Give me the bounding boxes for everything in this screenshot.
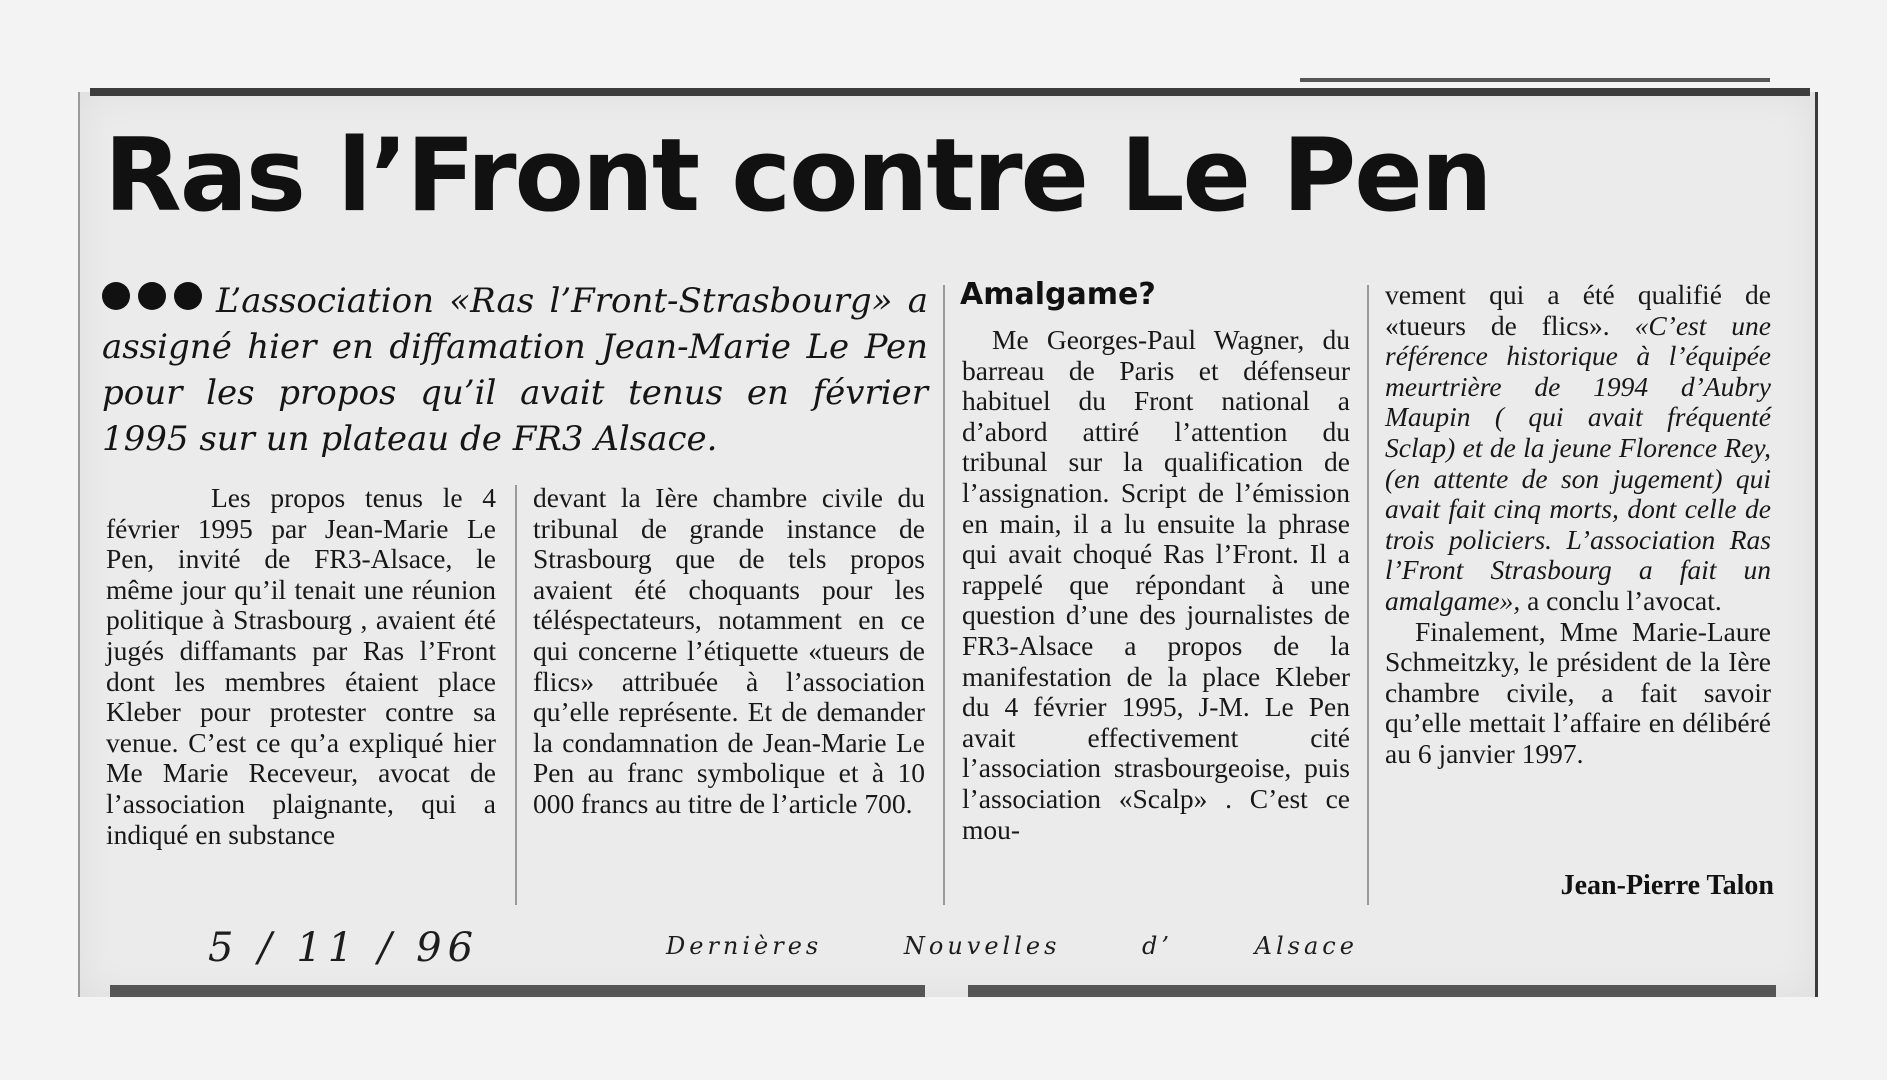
column-divider	[943, 285, 945, 905]
column-4-text-start: vement qui a été qualifié de «tueurs de flics».	[1385, 279, 1771, 341]
column-4-paragraph-1	[1385, 280, 1771, 617]
lawyer-quote: «C’est une référence historique à l’équipée meurtrière de 1994 d’Aubry Maupin ( qui avait fréquenté Sclap) et de la jeune Florence Rey,(en attente de son jugement) qui avait fait cinq morts, dont celle de trois policiers. L’association Ras l’Front Strasbourg a fait un amalgame»,	[1385, 309, 1771, 616]
column-2-paragraph: devant la Ière chambre civile du tribunal de grande instance de Strasbourg que de tels propos avaient été choquants pour les téléspectateurs, notamment en ce qui concerne l’étiquette «tueurs de flics» attribuée à l’association qu’elle représente. Et de demander la condamnation de Jean-Marie Le Pen au franc symbolique et à 10 000 francs au titre de l’article 700.	[533, 482, 925, 819]
column-1	[106, 483, 496, 850]
headline: Ras l’Front contre Le Pen	[104, 116, 1491, 234]
lead-paragraph	[102, 278, 928, 462]
column-4	[1385, 280, 1771, 770]
bullet-icons	[102, 282, 202, 310]
subheading: Amalgame?	[960, 277, 1156, 312]
column-divider	[515, 485, 517, 905]
lead-text: L’association «Ras l’Front-Strasbourg» a assigné hier en diffamation Jean-Marie Le Pen pour les propos qu’il avait tenus en février 1995 sur un plateau de FR3 Alsace.	[102, 281, 928, 459]
column-4-text-end: a conclu l’avocat.	[1527, 584, 1722, 616]
bullet-icon	[138, 282, 166, 310]
column-1-paragraph: Les propos tenus le 4 février 1995 par Jean-Marie Le Pen, invité de FR3-Alsace, le même jour qu’il tenait une réunion politique à Strasbourg , avaient été jugés diffamants par Ras l’Front dont les membres étaient place Kleber pour protester contre sa venue. C’est ce qu’a expliqué hier Me Marie Receveur, avocat de l’association plaignante, qui a indiqué en substance	[106, 482, 496, 850]
bottom-rule	[110, 985, 925, 997]
bottom-rule	[968, 985, 1776, 997]
byline: Jean-Pierre Talon	[1560, 870, 1774, 901]
bullet-icon	[102, 282, 130, 310]
handwritten-source: Dernières Nouvelles d’ Alsace	[666, 932, 1358, 960]
column-4-paragraph-2: Finalement, Mme Marie-Laure Schmeitzky, le président de la Ière chambre civile, a fait savoir qu’elle mettait l’affaire en délibéré au 6 janvier 1997.	[1385, 615, 1771, 769]
column-2	[533, 483, 925, 820]
handwritten-date: 5 / 11 / 96	[208, 925, 480, 971]
clipping-edge	[1300, 78, 1770, 82]
column-divider	[1367, 285, 1369, 905]
column-3-paragraph: Me Georges-Paul Wagner, du barreau de Paris et défenseur habituel du Front national a d’abord attiré l’attention du tribunal sur la qualification de l’assignation. Script de l’émission en main, il a lu ensuite la phrase qui avait choqué Ras l’Front. Il a rappelé que répondant à une question d’une des journalistes de FR3-Alsace a propos de la manifestation de la place Kleber du 4 février 1995, J-M. Le Pen avait effectivement cité l’association strasbourgeoise, puis l’association «Scalp» . C’est ce mou-	[962, 324, 1350, 845]
column-3	[962, 325, 1350, 845]
top-rule	[90, 88, 1810, 96]
bullet-icon	[174, 282, 202, 310]
